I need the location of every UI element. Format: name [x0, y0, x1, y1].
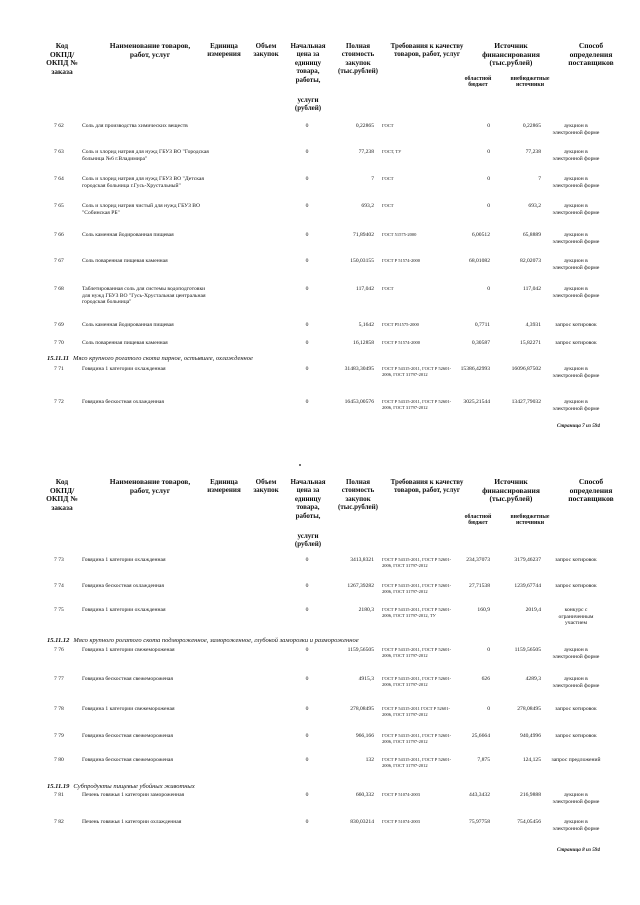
cell-req: ГОСТ Р 54315-2011, ГОСТ Р 52601-2006, ГОСТ 31797-2012 — [382, 676, 452, 687]
cell-name: Соль и хлорид натрия чистый для нужд ГБУЗ ВО "Собинская РБ" — [82, 203, 201, 216]
cell-method: запрос котировок — [555, 322, 597, 328]
cell-method: аукцион в электронной форме — [552, 792, 600, 805]
cell-zero: 0 — [305, 757, 309, 763]
header-volume: Объем закупок — [253, 478, 279, 495]
cell-reg: 0 — [487, 203, 490, 209]
cell-cost: 16453,00576 — [344, 399, 374, 405]
cell-name: Соль поваренная пищевая каменная — [82, 258, 168, 264]
cell-ext: 117,042 — [523, 286, 541, 292]
cell-cost: 5,1642 — [358, 322, 374, 328]
cell-method: запрос котировок — [555, 557, 597, 563]
cell-zero: 0 — [305, 399, 309, 405]
cell-name: Говядина бескостная свежемороженая — [82, 733, 173, 739]
section-15-11-12 — [47, 637, 607, 645]
cell-code: 7 76 — [54, 647, 64, 653]
cell-cost: 117,042 — [356, 286, 374, 292]
cell-ext: 2019,4 — [525, 607, 541, 613]
page-label: Страница 8 из 594 — [556, 847, 600, 853]
cell-req: ГОСТ 51575-2000 — [382, 232, 417, 237]
cell-method: аукцион в электронной форме — [552, 366, 600, 379]
cell-cost: 16,12858 — [353, 340, 374, 346]
cell-reg: 3025,21544 — [463, 399, 490, 405]
cell-name: Соль каменная йодированная пищевая — [82, 322, 174, 328]
section-number: 15.11.12 — [47, 637, 70, 644]
cell-ext: 15,82271 — [520, 340, 541, 346]
header-cost: Полная стоимость закупок (тыс.рублей) — [337, 42, 379, 76]
cell-code: 7 65 — [54, 203, 64, 209]
cell-code: 7 79 — [54, 733, 64, 739]
cell-ext: 278,08495 — [517, 706, 541, 712]
page-label: Страница 7 из 594 — [556, 423, 600, 429]
cell-reg: 0 — [487, 123, 490, 129]
cell-ext: 4,3931 — [525, 322, 541, 328]
section-title: Субпродукты пищевые убойных животных — [73, 783, 195, 790]
cell-code: 7 75 — [54, 607, 64, 613]
cell-ext: 3179,46237 — [514, 557, 541, 563]
cell-zero: 0 — [305, 706, 309, 712]
cell-reg: 0 — [487, 706, 490, 712]
cell-cost: 966,166 — [355, 733, 374, 739]
header-unit: Единица измерения — [207, 42, 241, 59]
cell-method: запрос котировок — [555, 733, 597, 739]
cell-ext: 693,2 — [528, 203, 541, 209]
cell-reg: 7,875 — [477, 757, 490, 763]
header-requirements: Требования к качеству товаров, работ, услуг — [390, 42, 464, 59]
cell-reg: 25,6664 — [471, 733, 490, 739]
cell-reg: 160,9 — [477, 607, 490, 613]
cell-ext: 0,22865 — [522, 123, 541, 129]
cell-req: ГОСТ Р 51074-2003 — [382, 792, 421, 797]
section-number: 15.11.19 — [47, 783, 70, 790]
cell-ext: 940,4996 — [520, 733, 541, 739]
cell-cost: 132 — [365, 757, 374, 763]
section-number: 15.11.11 — [47, 355, 70, 362]
cell-cost: 0,22865 — [355, 123, 374, 129]
cell-cost: 1267,39282 — [347, 583, 374, 589]
cell-ext: 82,02073 — [520, 258, 541, 264]
cell-zero: 0 — [305, 176, 309, 182]
cell-cost: 1159,56505 — [347, 647, 374, 653]
cell-method: запрос котировок — [555, 583, 597, 589]
header-source: Источник финансирования (тыс.рублей) — [482, 41, 540, 68]
cell-method: конкурс с ограниченным участием — [558, 607, 594, 627]
cell-method: аукцион в электронной форме — [552, 258, 600, 271]
cell-method: запрос предложений — [551, 757, 601, 763]
cell-name: Говядина бескостная свежемороженая — [82, 757, 173, 763]
cell-code: 7 63 — [54, 149, 64, 155]
header-source: Источник финансирования (тыс.рублей) — [482, 477, 540, 504]
cell-req: ГОСТ — [382, 123, 394, 128]
cell-name: Печень говяжья 1 категории замороженная — [82, 792, 185, 798]
cell-req: ГОСТ Р 54315-2011, ГОСТ Р 52601-2006, ГОСТ 31797-2012 — [382, 399, 452, 410]
cell-req: ГОСТ Р 54315-2011, ГОСТ Р 52601-2006, ГОСТ 31797-2012 — [382, 583, 452, 594]
cell-reg: 0 — [487, 149, 490, 155]
section-title: Мясо крупного рогатого скота подмороженное, замороженное, глубокой заморозки и размороженное — [73, 637, 359, 644]
cell-name: Соль и хлорид натрия для нужд ГБУЗ ВО "Городская больница №6 г.Владимира" — [82, 149, 209, 162]
cell-zero: 0 — [305, 123, 309, 129]
cell-code: 7 62 — [54, 123, 64, 129]
cell-method: аукцион в электронной форме — [552, 286, 600, 299]
cell-cost: 3413,8321 — [350, 557, 374, 563]
cell-code: 7 81 — [54, 792, 64, 798]
cell-cost: 660,332 — [355, 792, 374, 798]
header-method: Способ определения поставщиков — [568, 41, 614, 68]
cell-req: ГОСТ Р 54315-2011, ГОСТ Р 52601-2006, ГОСТ 31797-2012 — [382, 366, 452, 377]
cell-zero: 0 — [305, 340, 309, 346]
cell-req: ГОСТ — [382, 176, 394, 181]
cell-reg: 443,3432 — [469, 792, 490, 798]
cell-zero: 0 — [305, 583, 309, 589]
cell-zero: 0 — [305, 733, 309, 739]
cell-name: Говядина 1 категории охлажденная — [82, 366, 166, 372]
header-name: Наименование товаров, работ, услуг — [109, 477, 191, 495]
cell-cost: 150,03155 — [350, 258, 374, 264]
cell-name: Говядина 1 категории охлажденная — [82, 607, 166, 613]
cell-ext: 7 — [538, 176, 541, 182]
cell-method: аукцион в электронной форме — [552, 232, 600, 245]
cell-reg: 68,01082 — [469, 258, 490, 264]
header-code: Код ОКПД/ ОКПД № заказа — [46, 41, 78, 76]
cell-cost: 830,03214 — [350, 819, 374, 825]
cell-method: аукцион в электронной форме — [552, 203, 600, 216]
cell-req: ГОСТ Р 54315-2011, ГОСТ Р 52601-2006, ГОСТ 31797-2012 — [382, 557, 452, 568]
cell-zero: 0 — [305, 819, 309, 825]
cell-ext: 124,125 — [522, 757, 541, 763]
cell-req: ГОСТ Р 54315-2011, ГОСТ Р 52601-2006, ГОСТ 31797-2012 — [382, 733, 452, 744]
cell-code: 7 69 — [54, 322, 64, 328]
cell-req: ГОСТ — [382, 286, 394, 291]
cell-reg: 234,37073 — [466, 557, 490, 563]
cell-ext: 216,9888 — [520, 792, 541, 798]
cell-code: 7 77 — [54, 676, 64, 682]
cell-req: ГОСТ, ТУ — [382, 149, 402, 154]
cell-method: аукцион в электронной форме — [552, 676, 600, 689]
section-15-11-19 — [47, 783, 607, 791]
cell-reg: 626 — [481, 676, 490, 682]
header-price: Начальная цена за единицу товара, работы, — [290, 478, 326, 520]
cell-ext: 65,8889 — [522, 232, 541, 238]
header-price-services: услуги (рублей) — [294, 96, 322, 113]
cell-zero: 0 — [305, 322, 309, 328]
cell-reg: 0,7711 — [474, 322, 490, 328]
cell-method: аукцион в электронной форме — [552, 149, 600, 162]
cell-reg: 15386,42993 — [460, 366, 490, 372]
cell-name: Говядина бескостная охлажденная — [82, 399, 164, 405]
cell-zero: 0 — [305, 792, 309, 798]
cell-req: ГОСТ Р 51574-2000 — [382, 340, 421, 345]
section-title: Мясо крупного рогатого скота парное, остывшее, охлажденное — [73, 355, 253, 362]
cell-cost: 278,08495 — [350, 706, 374, 712]
cell-code: 7 73 — [54, 557, 64, 563]
cell-code: 7 80 — [54, 757, 64, 763]
cell-ext: 13427,79032 — [511, 399, 541, 405]
header-source-regional: областной бюджет — [464, 514, 492, 527]
cell-name: Соль для производства химических веществ — [82, 123, 188, 129]
cell-ext: 16096,87502 — [511, 366, 541, 372]
cell-code: 7 67 — [54, 258, 64, 264]
cell-cost: 2180,3 — [358, 607, 374, 613]
cell-method: запрос котировок — [555, 706, 597, 712]
cell-name: Говядина 1 категории охлажденная — [82, 557, 166, 563]
cell-zero: 0 — [305, 232, 309, 238]
cell-req: ГОСТ Р51575-2000 — [382, 322, 419, 327]
cell-zero: 0 — [305, 557, 309, 563]
cell-method: запрос котировок — [555, 340, 597, 346]
cell-code: 7 72 — [54, 399, 64, 405]
cell-code: 7 82 — [54, 819, 64, 825]
cell-req: ГОСТ Р 54315-2011, ГОСТ Р 52601-2006, ГОСТ 31797-2012, ТУ — [382, 607, 452, 618]
cell-name: Таблетированная соль для системы водоподготовки для нужд ГБУЗ ВО "Гусь-Хрустальная центральная городская больница" — [82, 286, 206, 306]
cell-name: Говядина бескостная свежемороженая — [82, 676, 173, 682]
cell-name: Печень говяжья 1 категории охлажденная — [82, 819, 182, 825]
cell-code: 7 78 — [54, 706, 64, 712]
cell-ext: 77,238 — [525, 149, 541, 155]
cell-zero: 0 — [305, 203, 309, 209]
cell-req: ГОСТ Р 54315-2011, ГОСТ Р 52601-2006, ГОСТ 31797-2012 — [382, 647, 452, 658]
header-source-regional: областной бюджет — [464, 76, 492, 89]
cell-code: 7 64 — [54, 176, 64, 182]
cell-zero: 0 — [305, 149, 309, 155]
cell-name: Говядина 1 категории свежемороженая — [82, 706, 175, 712]
cell-reg: 0 — [487, 176, 490, 182]
cell-code: 7 66 — [54, 232, 64, 238]
cell-reg: 0 — [487, 286, 490, 292]
header-code: Код ОКПД/ ОКПД № заказа — [46, 477, 78, 512]
cell-method: аукцион в электронной форме — [552, 647, 600, 660]
cell-req: ГОСТ Р 51074-2003 — [382, 819, 421, 824]
header-cost: Полная стоимость закупок (тыс.рублей) — [337, 478, 379, 512]
cell-req: ГОСТ Р 54315-2011, ГОСТ Р 52601-2006, ГОСТ 31797-2012 — [382, 757, 452, 768]
cell-code: 7 68 — [54, 286, 64, 292]
cell-name: Говядина бескостная охлажденная — [82, 583, 164, 589]
cell-cost: 71,89402 — [353, 232, 374, 238]
cell-code: 7 71 — [54, 366, 64, 372]
cell-zero: 0 — [305, 258, 309, 264]
cell-reg: 0 — [487, 647, 490, 653]
cell-code: 7 74 — [54, 583, 64, 589]
header-name: Наименование товаров, работ, услуг — [109, 41, 191, 59]
cell-name: Говядина 1 категории свежемороженая — [82, 647, 175, 653]
cell-zero: 0 — [305, 676, 309, 682]
header-unit: Единица измерения — [207, 478, 241, 495]
cell-reg: 6,00512 — [471, 232, 490, 238]
cell-reg: 27,71538 — [469, 583, 490, 589]
header-requirements: Требования к качеству товаров, работ, услуг — [390, 478, 464, 495]
header-method: Способ определения поставщиков — [568, 477, 614, 504]
cell-zero: 0 — [305, 647, 309, 653]
cell-reg: 75,97758 — [469, 819, 490, 825]
cell-method: аукцион в электронной форме — [552, 399, 600, 412]
cell-zero: 0 — [305, 286, 309, 292]
cell-method: аукцион в электронной форме — [552, 176, 600, 189]
header-price-services: услуги (рублей) — [294, 532, 322, 549]
cell-name: Соль каменная йодированная пищевая — [82, 232, 174, 238]
header-source-extra: внебюджетные источники — [510, 76, 550, 89]
header-price: Начальная цена за единицу товара, работы, — [290, 42, 326, 84]
header-volume: Объем закупок — [253, 42, 279, 59]
cell-cost: 7 — [371, 176, 374, 182]
cell-cost: 77,238 — [358, 149, 374, 155]
cell-code: 7 70 — [54, 340, 64, 346]
cell-zero: 0 — [305, 607, 309, 613]
cell-cost: 693,2 — [361, 203, 374, 209]
cell-ext: 754,05456 — [517, 819, 541, 825]
cell-req: ГОСТ Р 51574-2000 — [382, 258, 421, 263]
cell-req: ГОСТ — [382, 203, 394, 208]
cell-ext: 4289,3 — [525, 676, 541, 682]
cell-req: ГОСТ Р 54315-2011 ГОСТ Р 52601-2006, ГОСТ 31797-2012 — [382, 706, 451, 717]
cell-method: аукцион в электронной форме — [552, 819, 600, 832]
header-source-extra: внебюджетные источники — [510, 514, 550, 527]
cell-method: аукцион в электронной форме — [552, 123, 600, 136]
cell-cost: 4915,3 — [358, 676, 374, 682]
cell-zero: 0 — [305, 366, 309, 372]
cell-cost: 31483,30495 — [344, 366, 374, 372]
cell-ext: 1159,56505 — [514, 647, 541, 653]
cell-ext: 1239,67744 — [514, 583, 541, 589]
cell-name: Соль поваренная пищевая каменная — [82, 340, 168, 346]
cell-reg: 0,30587 — [471, 340, 490, 346]
cell-name: Соль и хлорид натрия для нужд ГБУЗ ВО "Детская городская больница г.Гусь-Хрустальный" — [82, 176, 204, 189]
